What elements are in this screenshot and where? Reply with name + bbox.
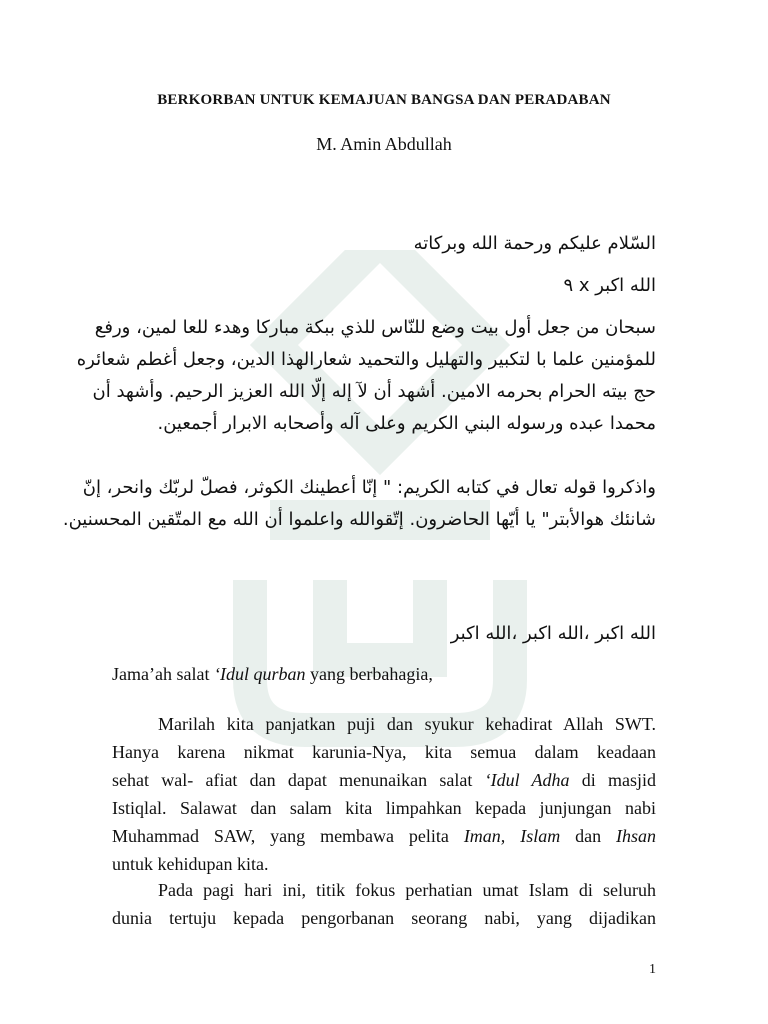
salutation-after: yang berbahagia, [305,664,433,684]
takbir-count-text: الله اكبر x ٩ [563,275,656,296]
salutation-italic: ‘Idul qurban [213,664,306,684]
arabic-quran-paragraph [62,472,656,536]
italic-run: Iman, Islam [463,826,561,846]
salutation-before: Jama’ah salat [112,664,214,684]
paragraph-line: untuk kehidupan kita. [112,854,269,874]
author-name: M. Amin Abdullah [316,134,452,154]
paragraph-one [112,710,656,878]
italic-run: Ihsan [615,826,656,846]
paragraph-line: Hanya karena nikmat karunia-Nya, kita semua dalam keadaan [112,742,656,762]
arabic-line: حج بيته الحرام بحرمه الامين. أشهد أن لآ إله إلّا الله العزيز الرحيم. وأشهد أن [92,381,656,402]
text-run: dan [560,826,616,846]
arabic-line: للمؤمنين علما با لتكبير والتهليل والتحميد شعارالهذا الدين، وجعل أغطم شعائره [76,349,656,370]
arabic-line: سبحان من جعل أول بيت وضع للنّاس للذي ببكة مباركا وهدء للعا لمين، ورفع [94,317,656,338]
paragraph-line: Marilah kita panjatkan puji dan syukur kehadirat Allah SWT. [158,714,656,734]
arabic-line: واذكروا قوله تعال في كتابه الكريم: " إنّا أعطينك الكوثر، فصلّ لربّك وانحر، إنّ [82,477,656,498]
paragraph-line: Istiqlal. Salawat dan salam kita limpahkan kepada junjungan nabi [112,798,656,818]
takbir-three-text: الله اكبر ،الله اكبر ،الله اكبر [450,623,656,644]
text-run: Muhammad SAW, yang membawa pelita [112,826,464,846]
paragraph-line: dunia tertuju kepada pengorbanan seorang nabi, yang dijadikan [112,908,656,928]
arabic-line: شانئك هوالأبتر" يا أيّها الحاضرون. إتّقوالله واعلموا أن الله مع المتّقين المحسنين. [62,509,656,530]
arabic-takbir-nine [108,270,656,302]
arabic-greeting [108,228,656,260]
page-number: 1 [649,962,656,977]
salutation [112,660,656,688]
arabic-opening-paragraph [76,312,656,440]
paragraph-line [112,766,656,794]
arabic-takbir-three [108,618,656,650]
paragraph-two [112,876,656,932]
arabic-line: محمدا عبده ورسوله البني الكريم وعلى آله وأصحابه الابرار أجمعين. [157,413,656,434]
document-title: BERKORBAN UNTUK KEMAJUAN BANGSA DAN PERADABAN [157,92,611,108]
italic-run: ‘Idul Adha [484,770,570,790]
arabic-greeting-text: السّلام عليكم ورحمة الله وبركاته [413,233,656,254]
paragraph-line: Pada pagi hari ini, titik fokus perhatian umat Islam di seluruh [158,880,656,900]
text-run: di masjid [569,770,656,790]
text-run: sehat wal- afiat dan dapat menunaikan salat [112,770,485,790]
paragraph-line [112,822,656,850]
